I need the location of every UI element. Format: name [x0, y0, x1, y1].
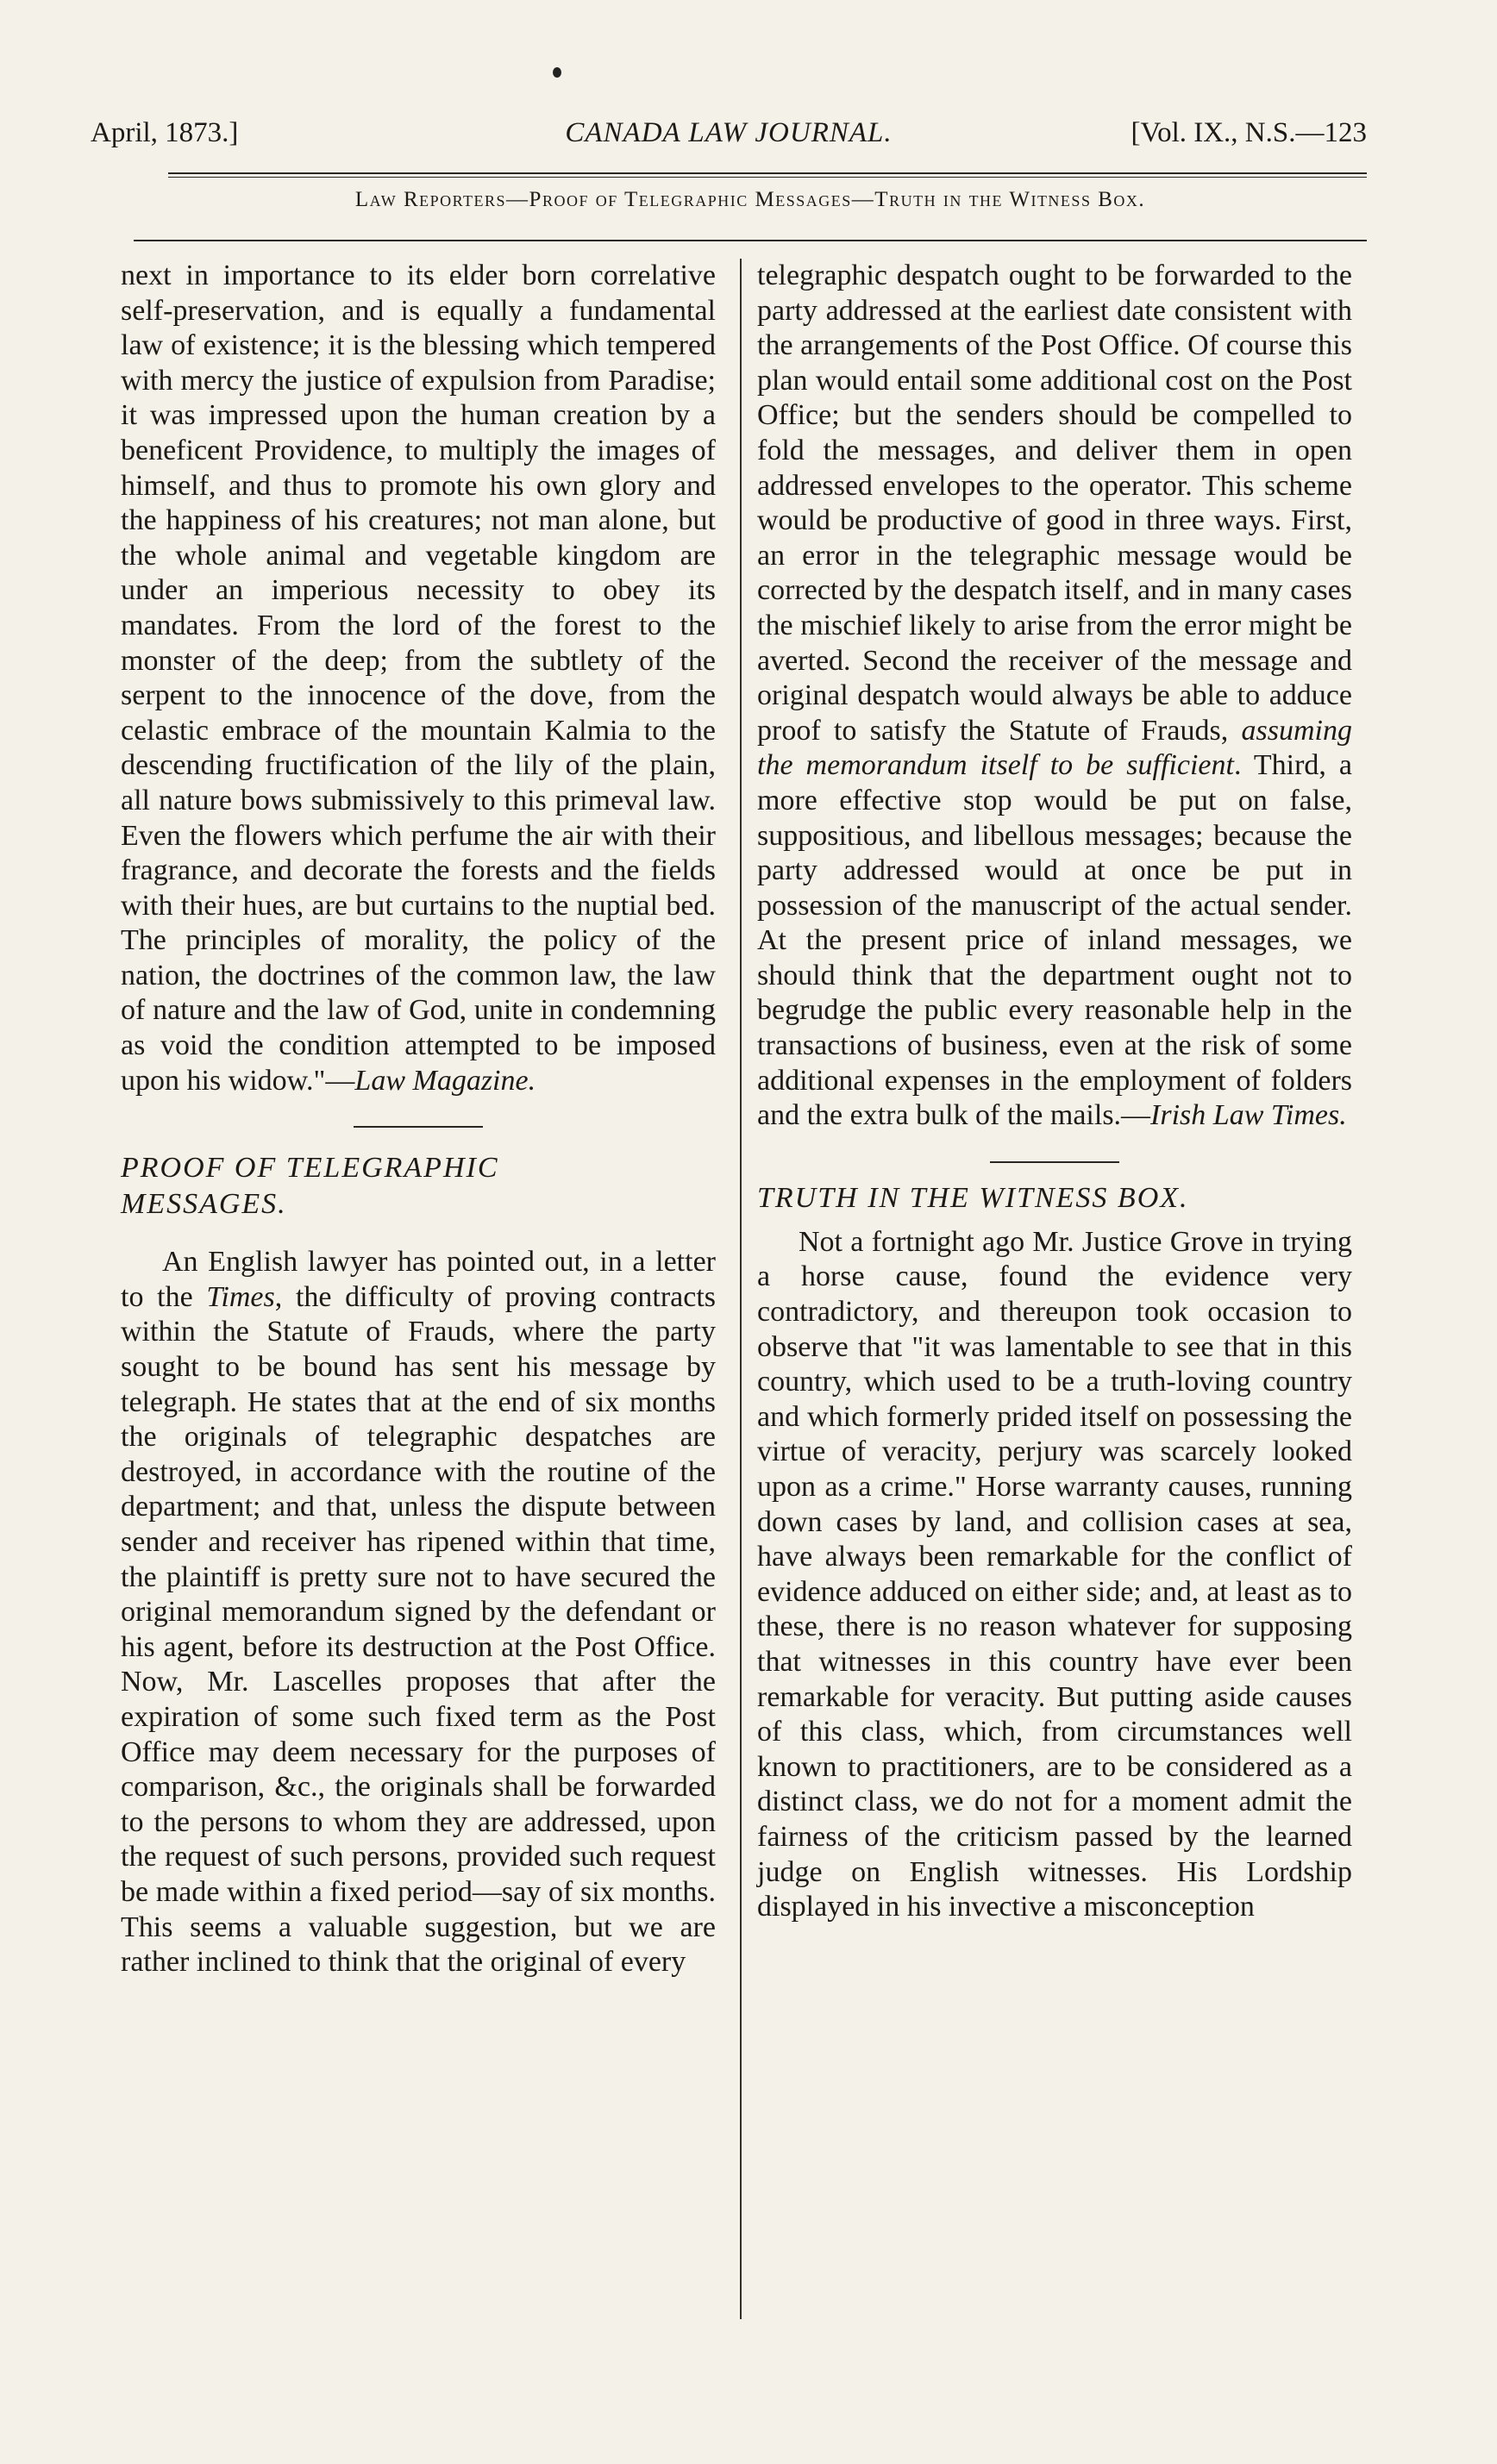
section-separator — [354, 1126, 483, 1128]
section-separator — [990, 1161, 1119, 1163]
source-citation: Irish Law Times. — [1150, 1099, 1347, 1132]
header-rule — [168, 172, 1367, 174]
article-text: next in importance to its elder born correlative self-preservation, and is equally a fundamental law of existence; it is the blessing which tempered with mercy the justice of expulsion from Paradise; it was impressed upon the human creation by a beneficent Providence, to multiply the images of himself, and thus to promote his own glory and the happiness of his creatures; not man alone, but the whole animal and vegetable kingdom are under an imperious necessity to obey its mandates. From the lord of the forest to the monster of the deep; from the subtlety of the serpent to the innocence of the dove, from the celastic embrace of the mountain Kalmia to the descending fructification of the lily of the plain, all nature bows submissively to this primeval law. Even the flowers which perfume the air with their fragrance, and decorate the forests and the fields with their hues, are but curtains to the nuptial bed. The principles of morality, the policy of the nation, the doctrines of the common law, the law of nature and the law of God, unite in condemning as void the condition attempted to be imposed upon his widow."— — [121, 260, 716, 1097]
witness-box-article: Not a fortnight ago Mr. Justice Grove in trying a horse cause, found the evidence very contradictory, and thereupon took occasion to observe that "it was lamentable to see that in this country, which used to be a truth-loving country and which formerly prided itself on possessing the virtue of veracity, perjury was scarcely looked upon as a crime." Horse warranty causes, running down cases by land, and collision cases at sea, have always been remarkable for the conflict of evidence adduced on either side; and, at least as to these, there is no reason whatever for supposing that witnesses in this country have ever been remarkable for veracity. But putting aside causes of this class, which, from circumstances well known to practitioners, are to be considered as a distinct class, we do not for a moment admit the fairness of the criticism passed by the learned judge on English witnesses. His Lordship displayed in his invective a misconception — [757, 1225, 1352, 1923]
article-text: . Third, a more effective stop would be put on false, suppositious, and libellous messages; because the party addressed would at once be put in possession of the manuscript of the actual sender. At the present price of inland messages, we should think that the department ought not to begrudge the public every reasonable help in the transactions of business, even at the risk of some additional expenses in the employment of folders and the extra bulk of the mails.— — [757, 749, 1353, 1132]
right-column — [757, 259, 1352, 1925]
section-title-truth-in-the-witness-box: TRUTH IN THE WITNESS BOX. — [757, 1181, 1189, 1214]
section-title-line-1: PROOF OF TELEGRAPHIC — [121, 1152, 499, 1185]
column-divider — [740, 259, 742, 2319]
left-column — [121, 259, 716, 1980]
header-rule-thin — [168, 177, 1367, 178]
page-subheader: Law Reporters—Proof of Telegraphic Messages—Truth in the Witness Box. — [354, 188, 1146, 211]
running-header — [91, 110, 1367, 153]
italic-phrase: assuming the memorandum itself to be sufficient — [757, 714, 1352, 782]
journal-title: CANADA LAW JOURNAL. — [565, 117, 893, 148]
newspaper-name: Times — [206, 1280, 275, 1313]
ink-speck — [553, 67, 561, 78]
continued-telegraphic-text — [757, 259, 1352, 1134]
article-text: , the difficulty of proving contracts within the Statute of Frauds, where the party sought to be bound has sent his message by telegraph. He states that at the end of six months the originals of telegraphic despatches are destroyed, in accordance with the routine of the department; and that, unless the dispute between sender and receiver has ripened within that time, the plaintiff is pretty sure not to have secured the original memorandum signed by the defendant or his agent, before its destruction at the Post Office. Now, Mr. Lascelles proposes that after the expiration of some such fixed term as the Post Office may deem necessary for the purposes of comparison, &c., the originals shall be forwarded to the persons to whom they are addressed, upon the request of such persons, provided such request be made within a fixed period—say of six months. This seems a valuable suggestion, but we are rather inclined to think that the original of every — [121, 1280, 716, 1979]
volume-page-number: [Vol. IX., N.S.—123 — [1131, 117, 1367, 148]
header-date: April, 1873.] — [91, 117, 239, 148]
article-text: An English lawyer has pointed out, in a letter to the — [121, 1246, 716, 1313]
section-title-line-2: MESSAGES. — [121, 1188, 287, 1221]
section-title-proof-of-telegraphic-messages — [121, 1150, 716, 1223]
continued-article-text — [121, 259, 716, 1098]
article-text: telegraphic despatch ought to be forwarded to the party addressed at the earliest date consistent with the arrangements of the Post Office. Of course this plan would entail some additional cost on the Post Office; but the senders should be compelled to fold the messages, and deliver them in open addressed envelopes to the operator. This scheme would be productive of good in three ways. First, an error in the telegraphic message would be corrected by the despatch itself, and in many cases the mischief likely to arise from the error might be averted. Second the receiver of the message and original despatch would always be able to adduce proof to satisfy the Statute of Frauds, — [757, 260, 1352, 747]
source-citation: Law Magazine. — [354, 1064, 536, 1097]
subheader-rule — [134, 240, 1367, 241]
telegraphic-messages-article — [121, 1245, 716, 1979]
